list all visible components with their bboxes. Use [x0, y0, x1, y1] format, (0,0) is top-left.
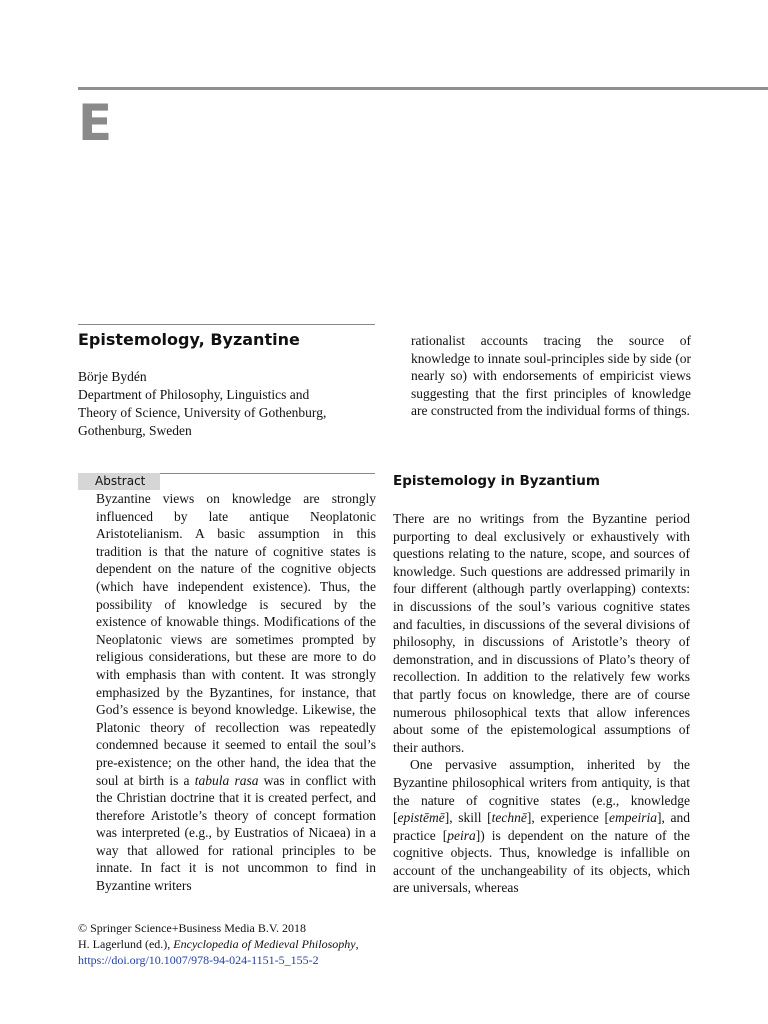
para2-text-b: ], skill [: [444, 810, 492, 826]
abstract-text: [96, 490, 376, 895]
citation-prefix: H. Lagerlund (ed.),: [78, 937, 174, 951]
title-rule: [78, 324, 375, 325]
affiliation-line-1: Department of Philosophy, Linguistics and: [78, 387, 310, 402]
footer: [78, 920, 378, 968]
term-empeiria: empeiria: [608, 810, 657, 826]
term-episteme: epistēmē: [397, 810, 445, 826]
abstract-text-part-2: was in conflict with the Christian doctrine that it is created perfect, and therefore Aristotle’s theory of concept formation was interpreted (e.g., by Eustratios of Nicaea) in a way that allowed for rational principles to be innate. In fact it is not uncommon to find in Byzantine writers: [96, 772, 376, 894]
abstract-italic-term: tabula rasa: [194, 772, 259, 788]
author-block: [78, 368, 378, 440]
section-paragraph-2: [393, 756, 690, 897]
term-techne: technē: [491, 810, 527, 826]
para2-text-d: ], and practice [: [393, 810, 690, 843]
copyright-line: © Springer Science+Business Media B.V. 2018: [78, 921, 306, 935]
citation-line: [78, 936, 378, 952]
section-heading: Epistemology in Byzantium: [393, 473, 600, 489]
para2-text-e: ]) is dependent on the nature of the cognitive objects. Thus, knowledge is infallible on account of the unchangeability of its objects, which are universals, whereas: [393, 827, 690, 896]
affiliation-line-2: Theory of Science, University of Gothenburg,: [78, 405, 327, 420]
top-rule: [78, 87, 768, 90]
abstract-label: Abstract: [78, 473, 160, 490]
entry-title: Epistemology, Byzantine: [78, 330, 300, 349]
term-peira: peira: [447, 827, 476, 843]
abstract-text-part-1: Byzantine views on knowledge are strongly influenced by late antique Neoplatonic Aristotelianism. A basic assumption in this tradition is that the nature of cognitive states is dependent on the nature of the cognitive objects (which have independent existence). Thus, the possibility of knowledge is secured by the existence of knowable things. Modifications of the Neoplatonic views are sometimes prompted by religious considerations, but these are more to do with emphasis than with content. It was strongly emphasized by the Byzantines, for instance, that God’s essence is beyond knowledge. Likewise, the Platonic theory of recollection was repeatedly condemned because it seemed to entail the soul’s pre-existence; on the other hand, the idea that the soul at birth is a: [96, 491, 376, 788]
para2-text-c: ], experience [: [526, 810, 609, 826]
section-paragraph-1: There are no writings from the Byzantine period purporting to deal exclusively or exhaustively with questions relating to the nature, scope, and sources of knowledge. Such questions are addressed primarily in four different (although partly overlapping) contexts: in discussions of the soul’s various cognitive states and faculties, in discussions of the several divisions of philosophy, in discussions of Aristotle’s theory of demonstration, and in discussions of Plato’s theory of recollection. In addition to the relatively few works that partly focus on knowledge, there are of course numerous philosophical texts that allow inferences about some of the epistemological assumptions of their authors.: [393, 511, 690, 755]
doi-link[interactable]: https://doi.org/10.1007/978-94-024-1151-5_155-2: [78, 953, 319, 967]
citation-suffix: ,: [355, 937, 359, 951]
author-name: Börje Bydén: [78, 369, 147, 384]
section-body: [393, 510, 690, 897]
section-letter: E: [78, 94, 114, 152]
citation-title: Encyclopedia of Medieval Philosophy: [173, 937, 356, 951]
para2-text-a: One pervasive assumption, inherited by the Byzantine philosophical writers from antiquity, is that the nature of cognitive states (e.g., knowledge [: [393, 757, 690, 826]
abstract-continuation: rationalist accounts tracing the source of knowledge to innate soul-principles side by side (or nearly so) with endorsements of empiricist views suggesting that the first principles of knowledge are constructed from the individual forms of things.: [411, 333, 691, 419]
affiliation-line-3: Gothenburg, Sweden: [78, 423, 192, 438]
